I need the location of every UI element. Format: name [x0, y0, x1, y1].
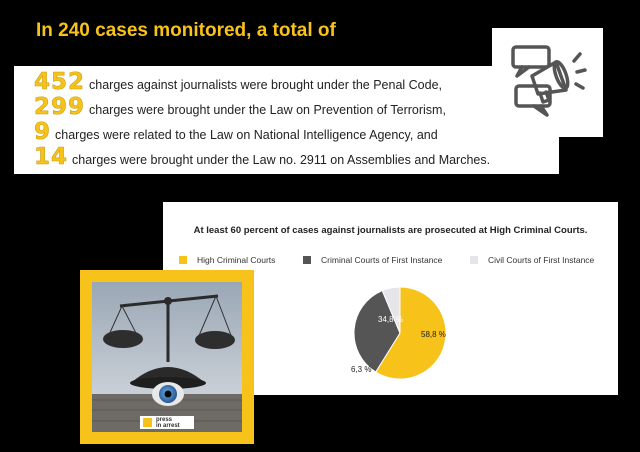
charge-text: charges were brought under the Law on Prevention of Terrorism, [89, 103, 446, 117]
charge-number: 9 [34, 119, 52, 145]
legend-label: Civil Courts of First Instance [488, 255, 595, 265]
charge-row [34, 119, 438, 145]
pie-data-label: 6,3 % [351, 365, 372, 374]
scales-of-justice-icon [92, 282, 242, 432]
charge-number: 299 [34, 94, 86, 120]
headline: In 240 cases monitored, a total of [36, 20, 336, 41]
surveillance-justice-image [92, 282, 242, 432]
legend-label: High Criminal Courts [197, 255, 276, 265]
charge-row [34, 144, 490, 170]
charge-text: charges were brought under the Law no. 2911 on Assemblies and Marches. [72, 153, 491, 167]
logo-line-2: in arrest [156, 423, 180, 429]
pie-data-label: 58,8 % [421, 330, 446, 339]
photo-frame [80, 270, 254, 444]
charge-row [34, 69, 442, 95]
charge-text: charges were related to the Law on National Intelligence Agency, and [55, 128, 438, 142]
megaphone-icon [492, 28, 603, 137]
charge-text: charges against journalists were brought under the Penal Code, [89, 78, 443, 92]
charge-number: 14 [34, 144, 69, 170]
megaphone-card [492, 28, 603, 137]
legend-label: Criminal Courts of First Instance [321, 255, 443, 265]
charge-number: 452 [34, 69, 86, 95]
chart-title: At least 60 percent of cases against journalists are prosecuted at High Criminal Courts. [193, 225, 588, 236]
pie-data-label: 34,8 % [378, 315, 403, 324]
logo-line-1: press [156, 417, 173, 423]
charge-row [34, 94, 446, 120]
charges-panel [14, 66, 559, 174]
logo [156, 417, 180, 429]
